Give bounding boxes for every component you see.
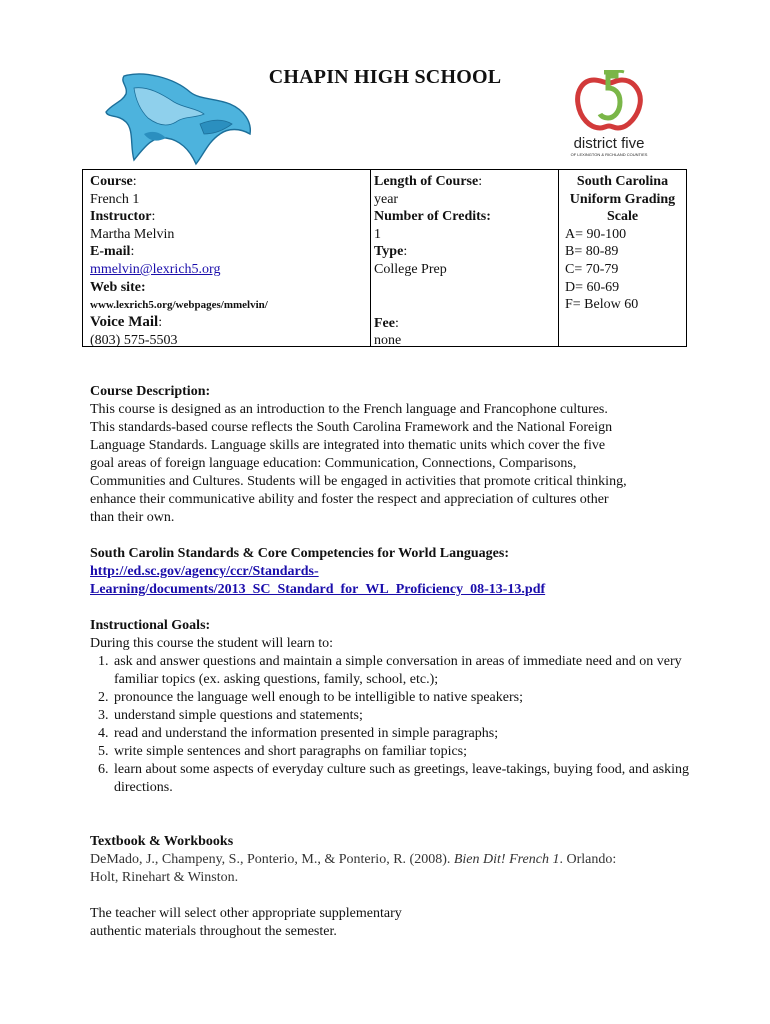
grading-title-line3: Scale [606, 209, 639, 225]
grading-title-line1: South Carolina [576, 174, 669, 189]
syllabus-body [90, 383, 690, 941]
description-line: than their own. [90, 510, 175, 525]
length-value: year [374, 191, 399, 207]
course-details-column: Length of Course: year Number of Credits: 1 Type: College Prep Fee: none [371, 170, 559, 346]
goals-list [90, 653, 690, 797]
citation-location: . Orlando: [559, 852, 617, 867]
grade-c: C= 70-79 [565, 261, 619, 277]
textbook-citation [90, 851, 690, 869]
website-link[interactable]: www.lexrich5.org/webpages/mmelvin/ [90, 299, 268, 312]
standards-link-line2[interactable]: Learning/documents/2013_SC_Standard_for_WL_Proficiency_08-13-13.pdf [90, 582, 546, 597]
type-label: Type [374, 244, 404, 260]
standards-heading: South Carolin Standards & Core Competencies for World Languages: [90, 546, 509, 561]
standards-link-line1[interactable]: http://ed.sc.gov/agency/ccr/Standards- [90, 564, 319, 579]
list-item: 6. learn about some aspects of everyday culture such as greetings, leave-takings, buying food, and asking directions. [112, 761, 690, 797]
grading-title-line2: Uniform Grading [569, 191, 676, 207]
citation-authors: DeMado, J., Champeny, S., Ponterio, M., & Ponterio, R. (2008). [90, 852, 454, 867]
description-line: goal areas of foreign language education: Communication, Connections, Comparisons, [90, 456, 577, 471]
district-five-subtext: OF LEXINGTON & RICHLAND COUNTIES [570, 152, 648, 157]
description-line: This standards-based course reflects the South Carolina Framework and the National Foreign [90, 420, 613, 435]
instructor-label: Instructor [90, 209, 152, 225]
page-title: CHAPIN HIGH SCHOOL [268, 66, 502, 88]
description-line: enhance their communicative ability and foster the respect and appreciation of cultures other [90, 492, 609, 507]
grade-b: B= 80-89 [565, 244, 619, 260]
email-label: E-mail [90, 244, 131, 260]
fee-label: Fee [374, 315, 395, 331]
website-label: Web site: [90, 279, 146, 295]
voicemail-value: (803) 575-5503 [90, 332, 178, 348]
list-item: 4. read and understand the information presented in simple paragraphs; [112, 725, 690, 743]
description-line: Language Standards. Language skills are integrated into thematic units which cover the five [90, 438, 606, 453]
supplement-line2: authentic materials throughout the semester. [90, 924, 337, 939]
grading-scale-column [559, 170, 686, 346]
course-info-table [82, 169, 687, 347]
apple-five-icon [568, 70, 650, 132]
voicemail-label: Voice Mail [90, 314, 159, 331]
district-five-logo [568, 70, 650, 162]
instructor-value: Martha Melvin [90, 226, 175, 242]
fee-value: none [374, 333, 402, 349]
description-line: This course is designed as an introduction to the French language and Francophone cultures. [90, 402, 608, 417]
textbook-heading: Textbook & Workbooks [90, 834, 234, 849]
course-label: Course [90, 174, 133, 189]
credits-value: 1 [374, 226, 381, 242]
district-five-text: district five [573, 135, 645, 152]
list-item: 3. understand simple questions and statements; [112, 707, 690, 725]
goals-heading: Instructional Goals: [90, 618, 211, 633]
description-heading: Course Description: [90, 384, 211, 399]
list-item: 5. write simple sentences and short paragraphs on familiar topics; [112, 743, 690, 761]
grade-d: D= 60-69 [565, 279, 620, 295]
course-contact-column: Course: French 1 Instructor: Martha Melvin E-mail: mmelvin@lexrich5.org Web site: www.lexrich5.org/webpages/mmelvin/ Voice Mail: (803) 575-5503 [83, 170, 371, 346]
email-link[interactable]: mmelvin@lexrich5.org [90, 261, 221, 277]
description-line: Communities and Cultures. Students will be engaged in activities that promote critical thinking, [90, 474, 627, 489]
grade-a: A= 90-100 [565, 226, 627, 242]
supplement-line1: The teacher will select other appropriate supplementary [90, 906, 402, 921]
list-item: 2. pronounce the language well enough to be intelligible to native speakers; [112, 689, 690, 707]
credits-label: Number of Credits: [374, 209, 491, 225]
course-value: French 1 [90, 191, 140, 207]
citation-title: Bien Dit! French 1 [453, 852, 560, 867]
list-item: 1. ask and answer questions and maintain a simple conversation in areas of immediate need and on very familiar topics (ex. asking questions, family, school, etc.); [112, 653, 690, 689]
type-value: College Prep [374, 261, 447, 277]
citation-publisher: Holt, Rinehart & Winston. [90, 870, 239, 885]
school-logo [104, 68, 254, 170]
goals-intro: During this course the student will learn to: [90, 636, 334, 651]
grade-f: F= Below 60 [565, 297, 639, 313]
description-paragraph [90, 401, 690, 527]
length-label: Length of Course [374, 174, 479, 189]
